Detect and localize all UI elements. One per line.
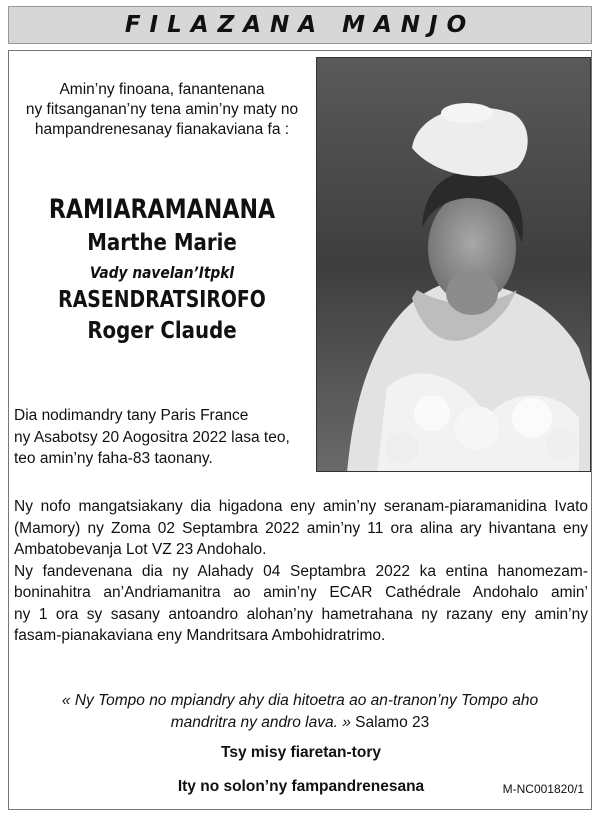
deceased-name-block	[14, 193, 310, 347]
page-title: FILAZANA MANJO	[124, 12, 476, 38]
details-line: (Mamory) ny Zoma 02 Septambra 2022 amin’ny 11 ora alina ary hivantana eny	[14, 519, 588, 537]
details-line: Ny nofo mangatsiakany dia higadona eny amin’ny seranam-piaramanidina Ivato	[14, 498, 588, 515]
intro-line: ny fitsanganan’ny tena amin’ny maty no	[25, 101, 299, 118]
deceased-given-names: Marthe Marie	[87, 230, 237, 256]
details-line: Ny fandevenana dia ny Alahady 04 Septambra 2022 ka entina hanomezam-	[14, 562, 588, 580]
quote-source: Salamo 23	[350, 714, 430, 731]
details-line: boninahitra an’Andriamanitra ao amin’ny ECAR Cathédrale Andohalo amin’	[14, 584, 588, 601]
bible-quote	[20, 690, 580, 734]
details-line: fasam-pianakaviana eny Mandritsara Ambohidratrimo.	[14, 627, 386, 644]
death-notice	[14, 405, 314, 470]
reference-code: M-NC001820/1	[502, 782, 584, 796]
intro-paragraph	[14, 80, 310, 140]
deceased-surname: RAMIARAMANANA	[48, 194, 276, 225]
details-line: ny 1 ora sy sasany antoandro alohan’ny hametrahana ny razany eny amin’ny	[14, 605, 588, 623]
quote-line-2	[20, 712, 580, 734]
spouse-surname: RASENDRATSIROFO	[58, 287, 266, 313]
spouse-label: Vady navelan’Itpkl	[89, 263, 235, 282]
intro-line: Amin’ny finoana, fanantenana	[59, 81, 265, 98]
quote-text: mandritra ny andro lava. »	[170, 714, 351, 731]
death-line: Dia nodimandry tany Paris France	[14, 407, 249, 424]
spouse-given-names: Roger Claude	[87, 318, 237, 344]
quote-line: « Ny Tompo no mpiandry ahy dia hitoetra ao an-tranon’ny Tompo aho	[61, 692, 539, 709]
intro-line: hampandrenesanay fianakaviana fa :	[34, 121, 290, 138]
portrait-photo-icon	[316, 57, 591, 472]
header-banner	[8, 6, 592, 44]
death-line: teo amin’ny faha-83 taonany.	[14, 450, 213, 467]
closing-line: Ity no solon’ny fampandrenesana	[177, 778, 425, 795]
closing-line: Tsy misy fiaretan-tory	[221, 744, 381, 761]
funeral-details	[14, 496, 588, 647]
death-line: ny Asabotsy 20 Aogositra 2022 lasa teo,	[14, 428, 290, 446]
details-line: Ambatobevanja Lot VZ 23 Andohalo.	[14, 541, 267, 558]
